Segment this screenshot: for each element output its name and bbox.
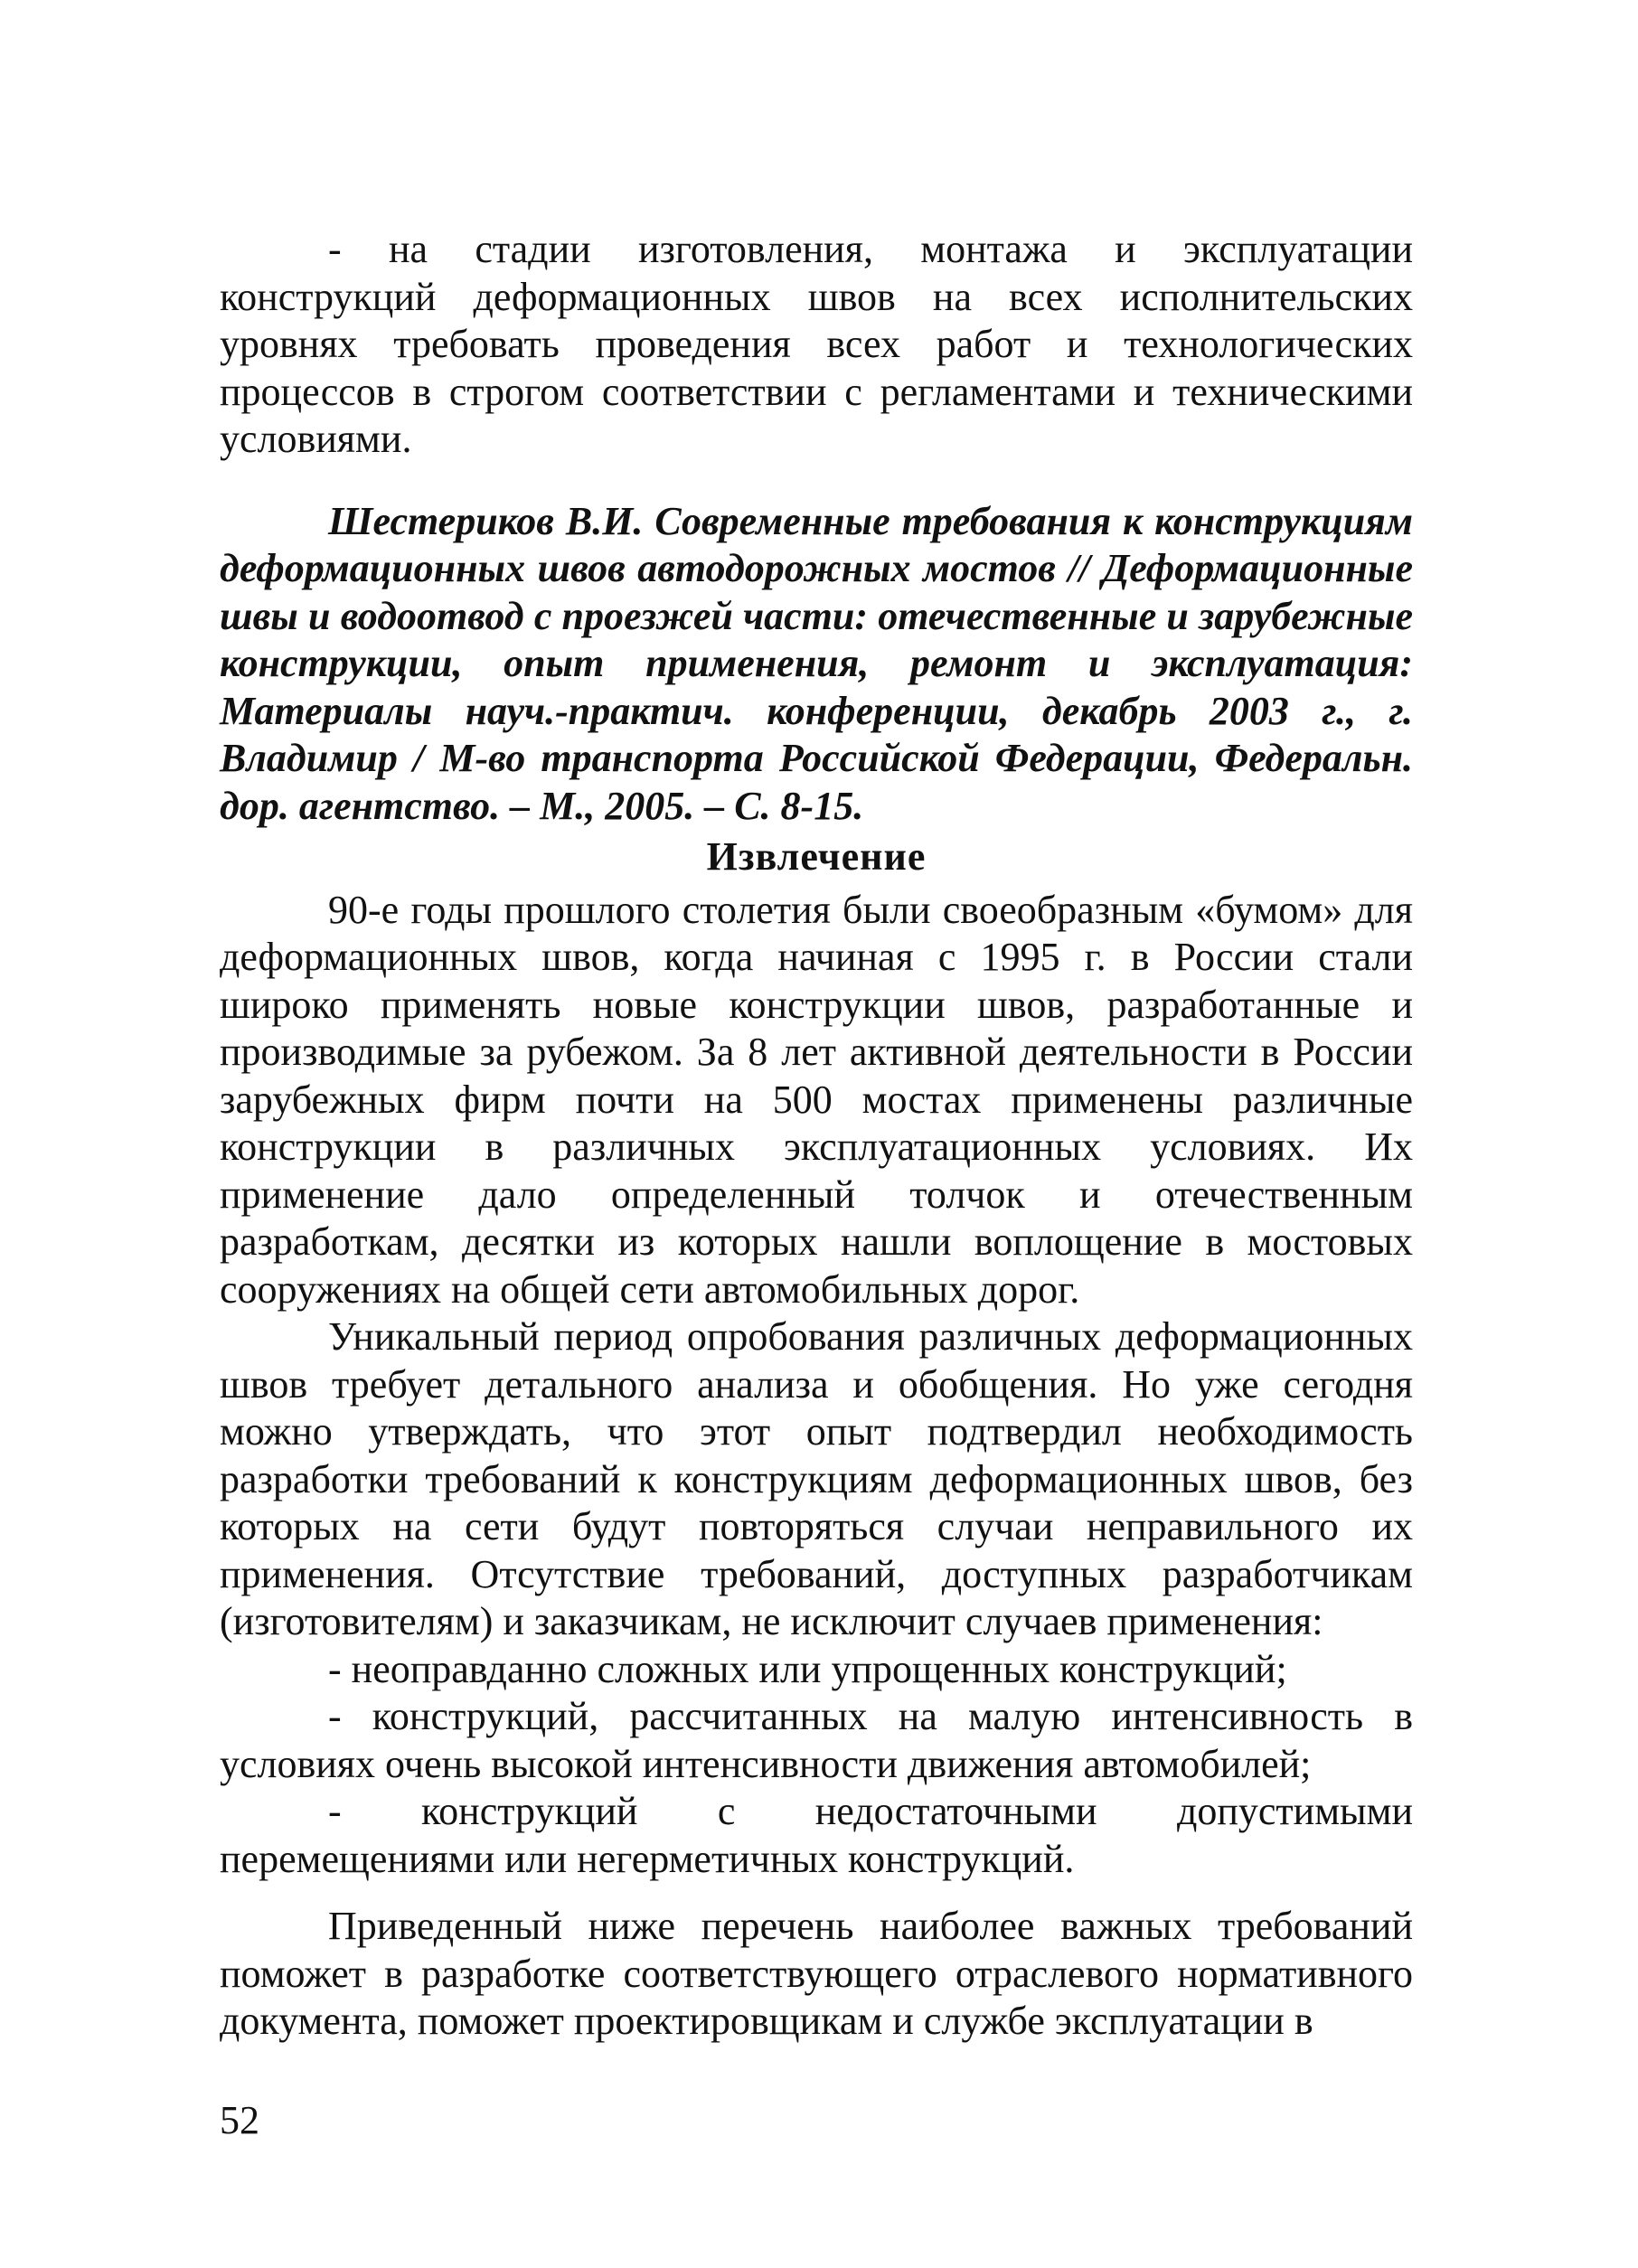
- page-number: 52: [220, 2098, 259, 2142]
- list-item: - неоправданно сложных или упрощенных конструкций;: [328, 1646, 1287, 1691]
- spacer: [220, 1883, 1413, 1903]
- body-paragraph-2: Уникальный период опробования различных деформационных швов требует детального анализа и обобщения. Но уже сегодня можно утверждать, что этот опыт подтвердил необходимость разработки требований к конструкциям деформационных швов, без которых на сети будут повторяться случаи неправильного их применения. Отсутствие требований, доступных разработчикам (изготовителям) и заказчикам, не исключит случаев применения:: [220, 1314, 1413, 1643]
- page-body: [220, 226, 1413, 2046]
- body-paragraph-1: 90-е годы прошлого столетия были своеобразным «бумом» для деформационных швов, когда начиная с 1995 г. в России стали широко применять новые конструкции швов, разработанные и производимые за рубежом. За 8 лет активной деятельности в России зарубежных фирм почти на 500 мостах применены различные конструкции в различных эксплуатационных условиях. Их применение дало определенный толчок и отечественным разработкам, десятки из которых нашли воплощение в мостовых сооружениях на общей сети автомобильных дорог.: [220, 887, 1413, 1312]
- intro-paragraph: - на стадии изготовления, монтажа и эксплуатации конструкций деформационных швов на всех исполнительских уровнях требовать проведения всех работ и технологических процессов в строгом соответствии с регламентами и техническими условиями.: [220, 227, 1413, 461]
- section-heading: Извлечение: [706, 834, 927, 879]
- final-paragraph: Приведенный ниже перечень наиболее важных требований поможет в разработке соответствующего отраслевого нормативного документа, поможет проектировщикам и службе эксплуатации в: [220, 1904, 1413, 2043]
- list-item: - конструкций, рассчитанных на малую интенсивность в условиях очень высокой интенсивности движения автомобилей;: [220, 1694, 1413, 1786]
- list-item: - конструкций с недостаточными допустимыми перемещениями или негерметичных конструкций.: [220, 1789, 1413, 1881]
- bibliographic-reference: Шестериков В.И. Современные требования к конструкциям деформационных швов автодорожных мостов // Деформационные швы и водоотвод с проезжей части: отечественные и зарубежные конструкции, опыт применения, ремонт и эксплуатация: Материалы науч.-практич. конференции, декабрь 2003 г., г. Владимир / М-во транспорта Российской Федерации, Федеральн. дор. агентство. – М., 2005. – С. 8-15.: [220, 498, 1413, 828]
